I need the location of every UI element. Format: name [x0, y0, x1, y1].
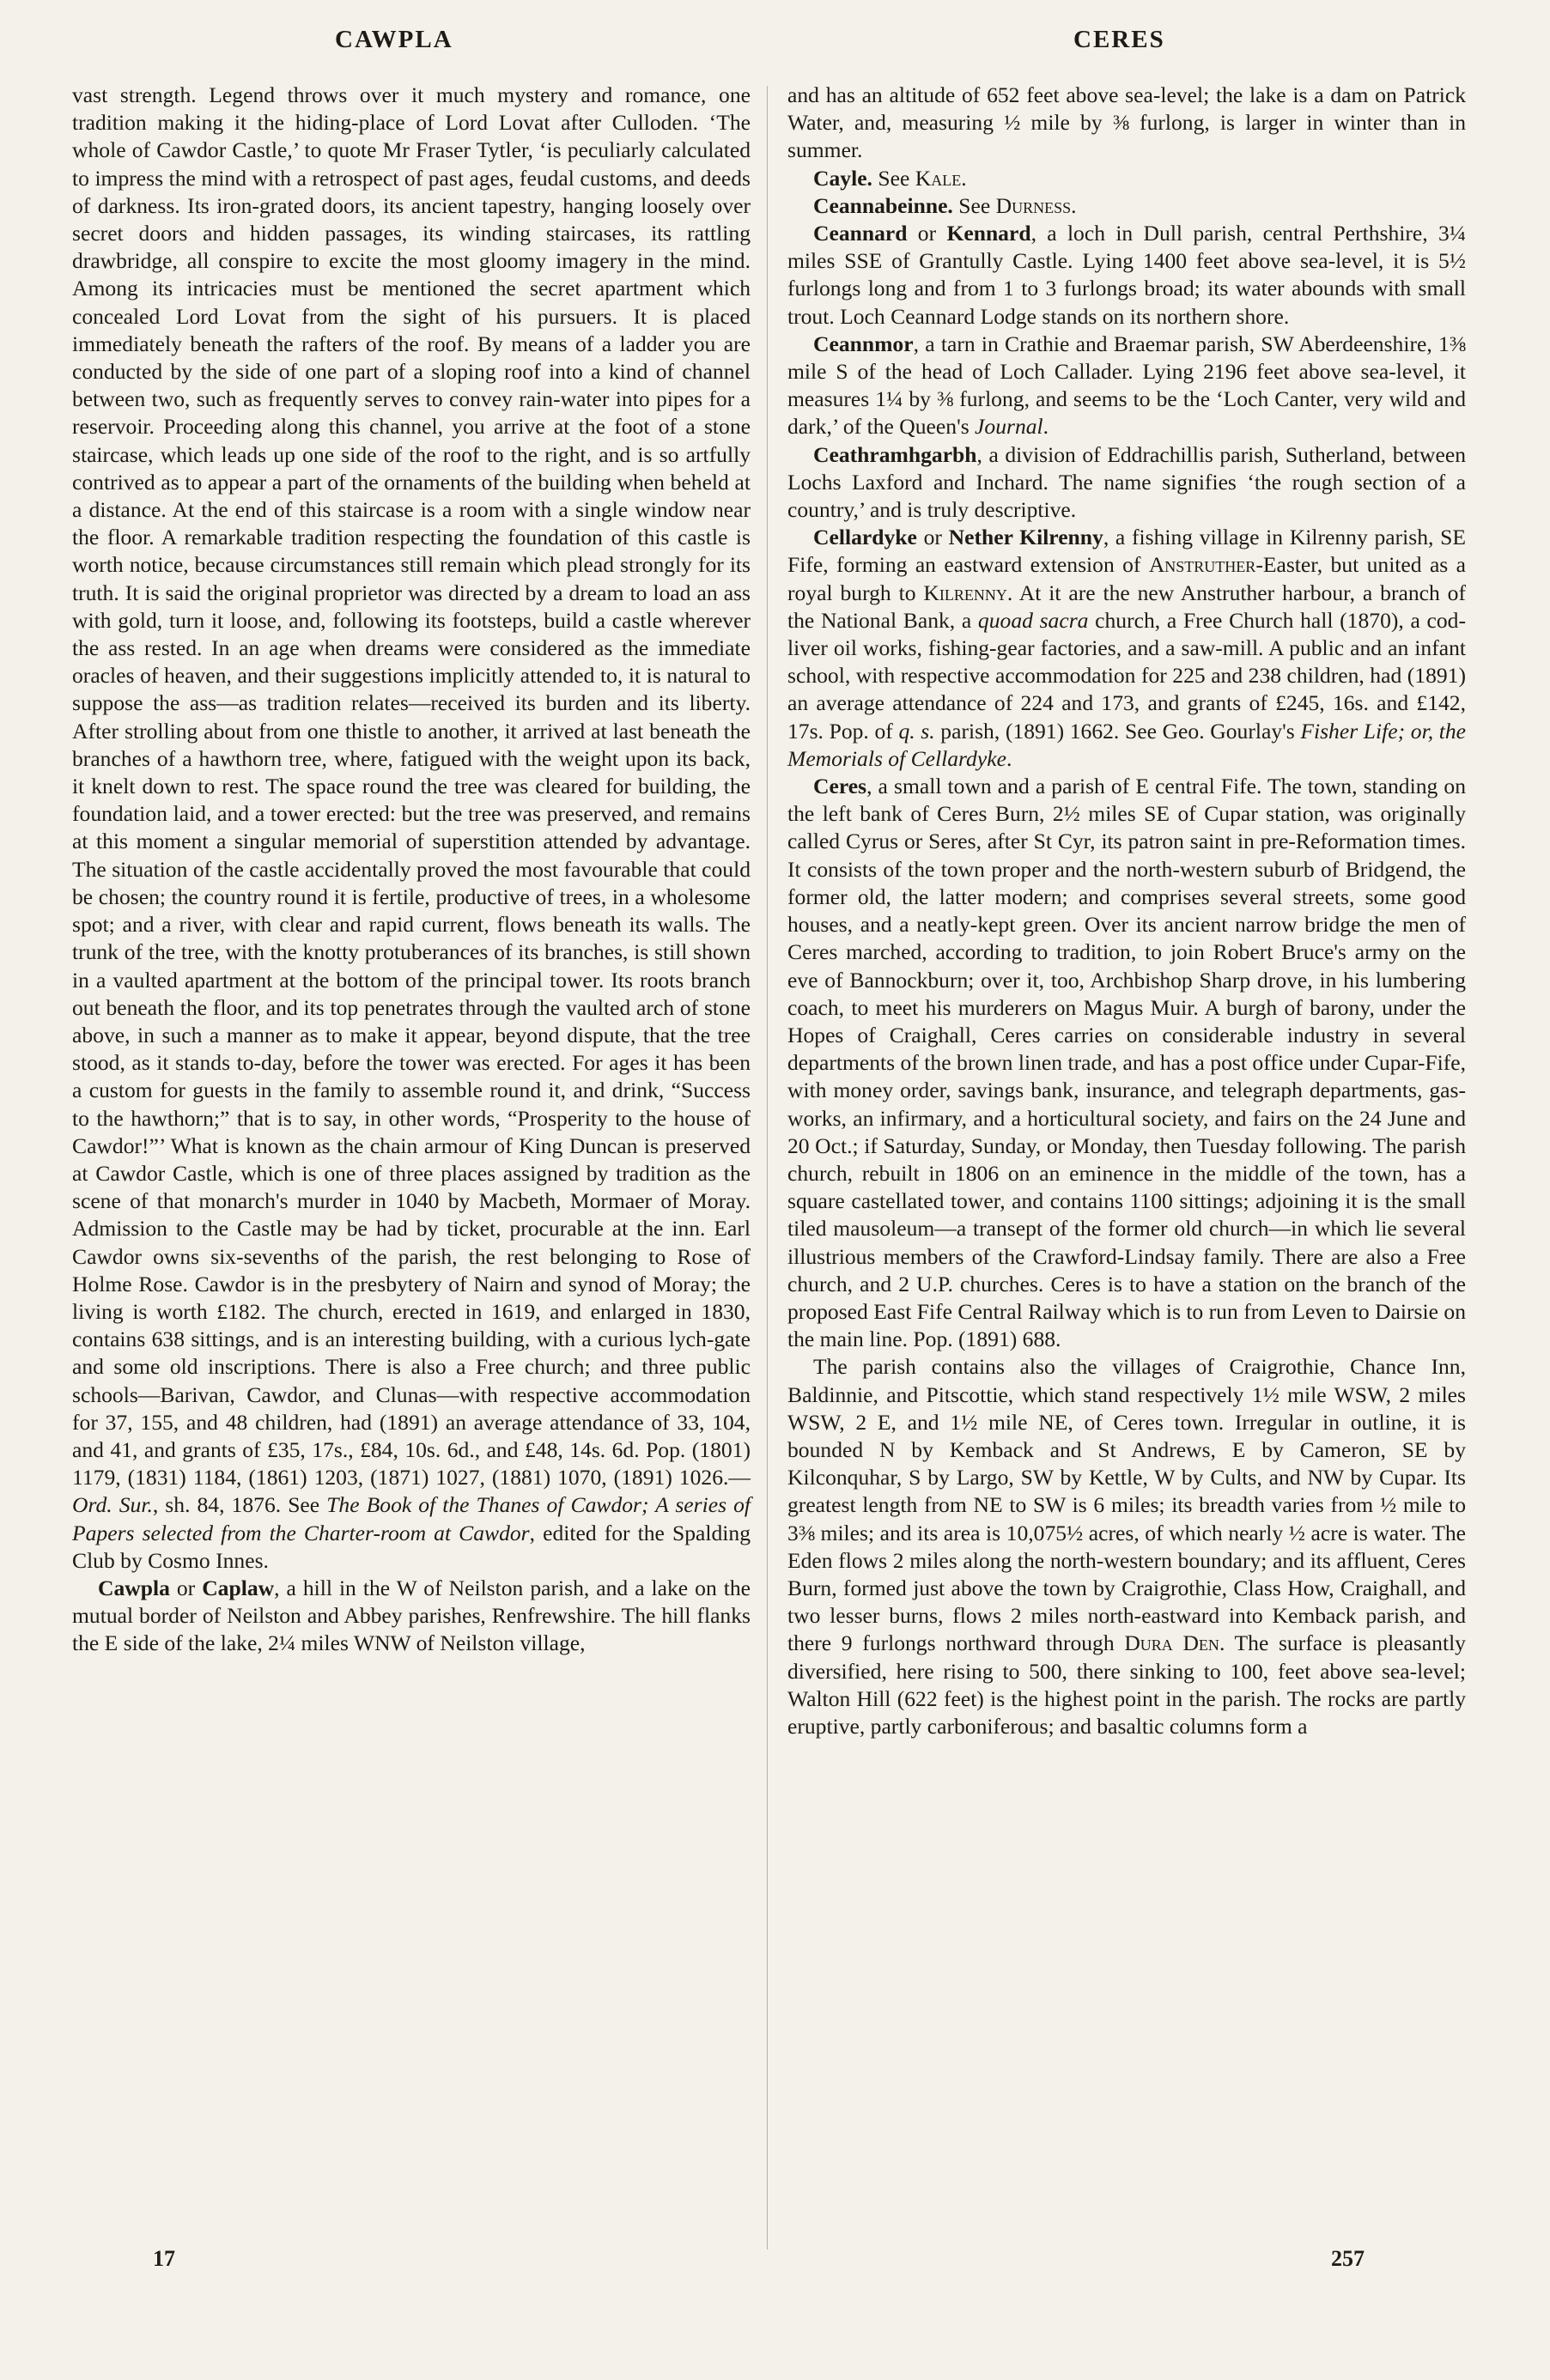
cawdor-text-mid: , sh. 84, 1876. See [152, 1492, 327, 1518]
conj: or [169, 1575, 203, 1600]
headword-ceannmor: Ceannmor [813, 331, 914, 356]
cawdor-continuation [72, 82, 751, 1575]
entry-ceannmor-text: , a tarn in Crathie and Braemar parish, SW Aberdeenshire, 1⅜ mile S of the head of Loch Callader. Lying 2196 feet above sea-level, it measures 1¼ by ⅜ furlong, and seems to be the ‘Loch Canter, very wild and dark,’ of the Queen's [787, 331, 1466, 440]
headword-nether-kilrenny: Nether Kilrenny [948, 525, 1103, 550]
headword-ceathramhgarbh: Ceathramhgarbh [813, 441, 977, 467]
entry-ceannmor: Ceannmor, a tarn in Crathie and Braemar parish, SW Aberdeenshire, 1⅜ mile S of the head of Loch Callader. Lying 2196 feet above sea-level, it measures 1¼ by ⅜ furlong, and seems to be the ‘Loch Canter, very wild and dark,’ of the Queen's Journal. [787, 331, 1466, 440]
cross-ref-kilrenny: Kilrenny [923, 580, 1007, 605]
entry-text: parish, (1891) 1662. See Geo. Gourlay's [934, 718, 1301, 744]
entry-text: . At it are the new Anstruther harbour, a branch of the National Bank, a [787, 580, 1466, 633]
quoad-sacra-abbr: q. s. [898, 718, 935, 744]
headword-ceannard: Ceannard [813, 221, 908, 246]
entry-ceathramhgarbh [787, 441, 1466, 525]
cawdor-text: vast strength. Legend throws over it much mystery and romance, one tradition making it the hiding-place of Lord Lovat after Culloden. ‘The whole of Cawdor Castle,’ to quote Mr Fraser Tytler, ‘is peculiarly calculated to impress the mind with a retrospect of past ages, feudal customs, and deeds of darkness. Its iron-grated doors, its ancient tapestry, hanging loosely over secret doors and hidden passages, its winding staircases, its rattling drawbridge, all conspire to excite the most gloomy imagery in the mind. Among its intricacies must be mentioned the secret apartment which concealed Lord Lovat from the sight of his pursuers. It is placed immediately beneath the rafters of the roof. By means of a ladder you are conducted by the side of one part of a sloping roof into a kind of channel between two, such as frequently serves to convey rain-water into pipes for a reservoir. Proceeding along this channel, you arrive at the foot of a stone staircase, which leads up one side of the roof to the right, and is so artfully contrived as to appear a part of the ornaments of the building when beheld at a distance. At the end of this staircase is a room with a single window near the floor. A remarkable tradition respecting the foundation of this castle is worth notice, because circumstances still remain which plead strongly for its truth. It is said the original proprietor was directed by a dream to load an ass with gold, turn it loose, and, following its footsteps, build a castle wherever the ass rested. In an age when dreams were considered as the immediate oracles of heaven, and their suggestions implicitly attended to, it is natural to suppose the ass—as tradition relates—received its burden and its liberty. After strolling about from one thistle to another, it arrived at last beneath the branches of a hawthorn tree, where, fatigued with the weight upon its back, it knelt down to rest. The space round the tree was cleared for building, the foundation laid, and a tower erected: but the tree was preserved, and remains at this moment a singular memorial of superstition attended by advantage. The situation of the castle accidentally proved the most favourable that could be chosen; the country round it is fertile, productive of trees, in a wholesome spot; and a river, with clear and rapid current, flows beneath its walls. The trunk of the tree, with the knotty protuberances of its branches, is still shown in a vaulted apartment at the bottom of the principal tower. Its roots branch out beneath the floor, and its top penetrates through the vaulted arch of stone above, in such a manner as to make it appear, beyond dispute, that the tree stood, as it stands to-day, before the tower was erected. For ages it has been a custom for guests in the family to assemble round it, and drink, “Success to the hawthorn;” that is to say, in other words, “Prosperity to the house of Cawdor!”’ What is known as the chain armour of King Duncan is preserved at Cawdor Castle, which is one of three places assigned by tradition as the scene of that monarch's murder in 1040 by Macbeth, Mormaer of Moray. Admission to the Castle may be had by ticket, procurable at the inn. Earl Cawdor owns six-sevenths of the parish, the rest belonging to Rose of Holme Rose. Cawdor is in the presbytery of Nairn and synod of Moray; the living is worth £182. The church, erected in 1619, and enlarged in 1830, contains 638 sittings, and is an interesting building, with a curious lych-gate and some old inscriptions. There is also a Free church; and three public schools—Barivan, Cawdor, and Clunas—with respective accommodation for 37, 155, and 48 children, had (1891) an average attendance of 33, 104, and 41, and grants of £35, 17s., £84, 10s. 6d., and £48, 14s. 6d. Pop. (1801) 1179, (1831) 1184, (1861) 1203, (1871) 1027, (1881) 1070, (1891) 1026.— [72, 82, 751, 1491]
entry-text: , a fishing village in Kilrenny parish, SE Fife, forming an eastward extension of [787, 525, 1466, 578]
entry-cellardyke: Cellardyke or Nether Kilrenny, a fishing village in Kilrenny parish, SE Fife, forming an eastward extension of Anstruther-Easter, but united as a royal burgh to Kilrenny. At it are the new Anstruther harbour, a branch of the National Bank, a quoad sacra church, a Free Church hall (1870), a cod-liver oil works, fishing-gear factories, and a saw-mill. A public and an infant school, with respective accommodation for 225 and 238 children, had (1891) an average attendance of 224 and 173, and grants of £245, 16s. and £142, 17s. Pop. of q. s. parish, (1891) 1662. See Geo. Gourlay's Fisher Life; or, the Memorials of Cellardyke. [787, 525, 1466, 771]
entry-ceannabeinne: Ceannabeinne. See Durness. [813, 192, 1077, 218]
parish-text-end: . The surface is pleasantly diversified, here rising to 500, there sinking to 100, feet above sea-level; Walton Hill (622 feet) is the highest point in the parish. The rocks are partly eruptive, partly carboniferous; and basaltic columns form a [787, 1630, 1466, 1739]
cross-ref-anstruther: Anstruther [1148, 552, 1256, 578]
parish-text: The parish contains also the villages of Craigrothie, Chance Inn, Baldinnie, and Pitscottie, which stand respectively 1½ mile WSW, 2 miles WSW, 2 E, and 1½ mile NE, of Ceres town. Irregular in outline, it is bounded N by Kemback and St Andrews, E by Cameron, SE by Kilconquhar, S by Largo, SW by Kettle, W by Cults, and NW by Cupar. Its greatest length from NE to SW is 6 miles; its breadth varies from ½ mile to 3⅜ miles; and its area is 10,075½ acres, of which nearly ½ acre is water. The Eden flows 2 miles along the north-western boundary; and its affluent, Ceres Burn, formed just above the town by Craigrothie, Class How, Craighall, and two lesser burns, flows 2 miles north-eastward into Kemback parish, and there 9 furlongs northward through [787, 1354, 1466, 1656]
cross-ref-durness: Durness [995, 192, 1072, 218]
left-column [72, 82, 751, 1658]
headword-kennard: Kennard [946, 221, 1031, 246]
page-number: 257 [1331, 2246, 1365, 2271]
cawpla-continuation: and has an altitude of 652 feet above sea-level; the lake is a dam on Patrick Water, and, measuring ½ mile by ⅜ furlong, is larger in winter than in summer. [787, 82, 1466, 163]
entry-ceannard [787, 220, 1466, 331]
ord-sur-ref: Ord. Sur. [72, 1492, 153, 1518]
book-title: The Book of the Thanes of Cawdor; A series of Papers selected from the Charter-room at Cawdor [72, 1492, 751, 1545]
ceres-parish-paragraph [787, 1353, 1466, 1740]
running-head-left: CAWPLA [335, 26, 453, 53]
quoad-sacra: quoad sacra [977, 607, 1089, 633]
running-head-right: CERES [1073, 26, 1165, 53]
entry-ceannard-text: , a loch in Dull parish, central Perthshire, 3¼ miles SSE of Grantully Castle. Lying 1400 feet above sea-level, it is 5½ furlongs long and from 1 to 3 furlongs broad; its water abounds with small trout. Loch Ceannard Lodge stands on its northern shore. [787, 221, 1466, 329]
right-column [787, 82, 1466, 1740]
headword-caplaw: Caplaw [202, 1575, 275, 1600]
headword-cayle: Cayle. [813, 165, 872, 191]
headword-cawpla: Cawpla [98, 1575, 170, 1600]
entry-ceres-text: , a small town and a parish of E central Fife. The town, standing on the left bank of Ceres Burn, 2½ miles SE of Cupar station, was originally called Cyrus or Seres, after St Cyr, its patron saint in pre-Reformation times. It consists of the town proper and the north-western suburb of Bridgend, the former old, the latter modern; and comprises several streets, some good houses, and a neatly-kept green. Over its ancient narrow bridge the men of Ceres marched, according to tradition, to join Robert Bruce's army on the eve of Bannockburn; over it, too, Archbishop Sharp drove, in his lumbering coach, to meet his murderers on Magus Muir. A burgh of barony, under the Hopes of Craighall, Ceres carries on considerable industry in several departments of the brown linen trade, and has a post office under Cupar-Fife, with money order, savings bank, insurance, and telegraph departments, gas-works, an infirmary, and a horticultural society, and fairs on the 24 June and 20 Oct.; if Saturday, Sunday, or Monday, then Tuesday following. The parish church, rebuilt in 1806 on an eminence in the middle of the town, has a square castellated tower, and contains 1100 sittings; adjoining it is the small tiled mausoleum—a transept of the former old church—in which lie several illustrious members of the Crawford-Lindsay family. There are also a Free church, and 2 U.P. churches. Ceres is to have a station on the branch of the proposed East Fife Central Railway which is to run from Leven to Dairsie on the main line. Pop. (1891) 688. [787, 774, 1466, 1352]
entry-text: -Easter, but united as a royal burgh to [787, 552, 1466, 605]
signature-mark: 17 [153, 2246, 175, 2271]
entry-text: church, a Free Church hall (1870), a cod-liver oil works, fishing-gear factories, and a saw-mill. A public and an infant school, with respective accommodation for 225 and 238 children, had (1891) an average attendance of 224 and 173, and grants of £245, 16s. and £142, 17s. Pop. of [787, 607, 1466, 744]
headword-ceres: Ceres [813, 774, 867, 799]
journal-ref: Journal [975, 414, 1043, 440]
entry-ceres [787, 773, 1466, 1353]
see: See [872, 165, 915, 191]
see: See [952, 192, 996, 218]
book-title-fisher-life: Fisher Life; or, the Memorials of Cellardyke [787, 718, 1466, 771]
conj: or [916, 525, 949, 550]
headword-ceannabeinne: Ceannabeinne. [813, 192, 953, 218]
entry-cawpla [72, 1575, 751, 1658]
cross-ref-dura-den: Dura Den [1124, 1630, 1219, 1656]
headword-cellardyke: Cellardyke [813, 525, 917, 550]
cross-ref-kale: Kale [915, 165, 962, 191]
entry-cawpla-text: , a hill in the W of Neilston parish, and a lake on the mutual border of Neilston and Abbey parishes, Renfrewshire. The hill flanks the E side of the lake, 2¼ miles WNW of Neilston village, [72, 1575, 751, 1656]
entry-ceathramhgarbh-text: , a division of Eddrachillis parish, Sutherland, between Lochs Laxford and Inchard. The name signifies ‘the rough section of a country,’ and is truly descriptive. [787, 441, 1466, 523]
column-divider [767, 86, 768, 2249]
conj: or [907, 221, 947, 246]
entry-cayle: Cayle. See Kale. [813, 165, 967, 191]
cawdor-text-end: , edited for the Spalding Club by Cosmo Innes. [72, 1520, 751, 1573]
